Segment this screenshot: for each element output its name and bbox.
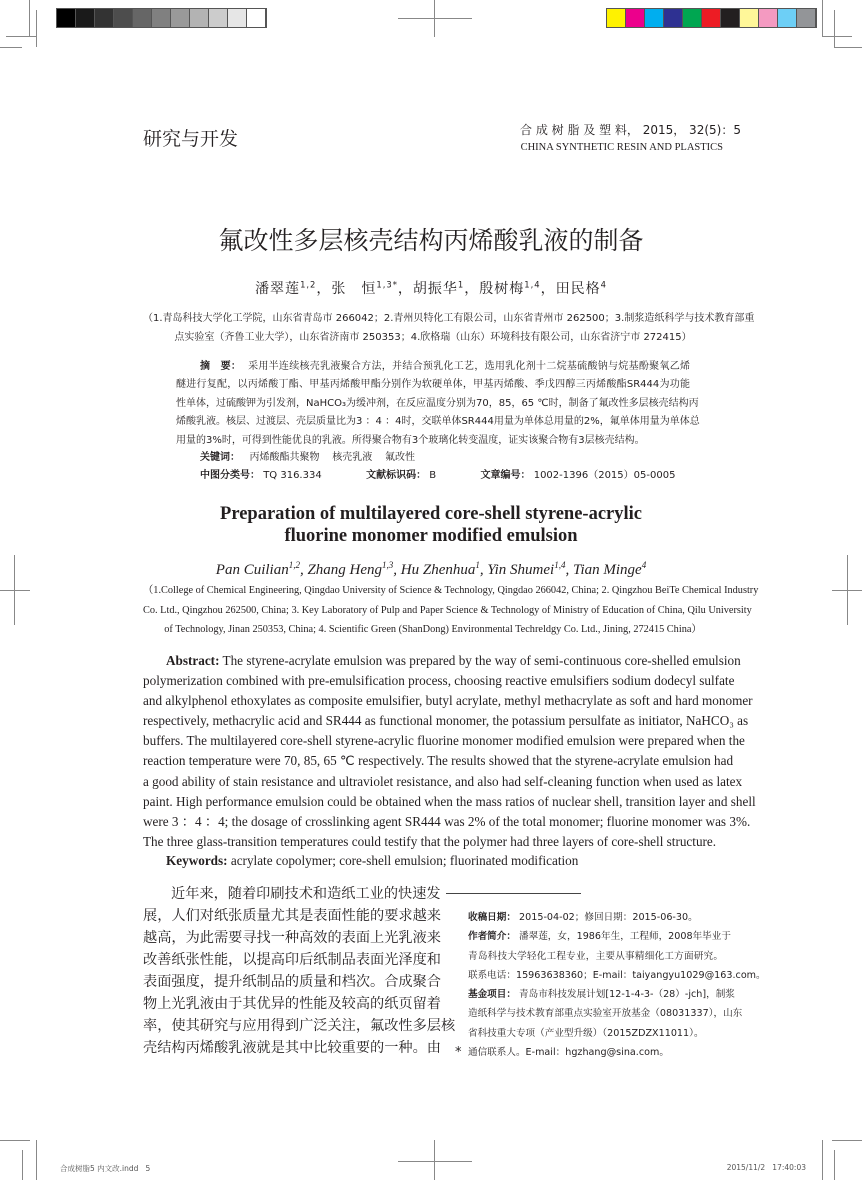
color-swatch: [778, 9, 796, 27]
author-bio-text: 青岛科技大学轻化工程专业，主要从事精细化工方面研究。: [468, 950, 723, 962]
affiliation-line: of Technology, Jinan 250353, China; 4. Scientific Green (ShanDong) Environmental Techreldgy Co. Ltd., Jining, 272415 China）: [164, 624, 702, 635]
crop-mark: [6, 36, 36, 37]
crop-mark: [22, 1150, 23, 1180]
keyword: 丙烯酸酯共聚物: [249, 452, 320, 463]
author-name: 张 恒: [331, 281, 377, 297]
body-line: 展，人们对纸张质量尤其是表面性能的要求越来: [143, 908, 441, 924]
abstract-line: [176, 395, 699, 413]
crop-mark: [0, 1140, 30, 1141]
abstract-text: and alkylphenol ethoxylates as composite emulsifier, butyl acrylate, methyl methacrylate as soft and hard monomer: [143, 693, 753, 709]
color-swatch: [797, 9, 815, 27]
funding-text: 青岛市科技发展计划[12-1-4-3-（28）-jch]，制浆: [519, 989, 735, 1001]
crop-mark: [832, 1140, 862, 1141]
abstract-line: [143, 751, 734, 771]
abstract-line: [176, 376, 690, 394]
abstract-line: [176, 413, 700, 431]
slug-timestamp: 2015/11/2 17:40:03: [726, 1163, 806, 1172]
abstract-line: [143, 691, 753, 711]
abstract-label: Abstract:: [166, 653, 220, 668]
abstract-text: 烯酸乳液。核层、过渡层、壳层质量比为3 ：4 ：4时，交联单体SR444用量为单体总用量的2%，氟单体用量为单体总: [176, 416, 700, 428]
paper-title-en: [0, 503, 862, 547]
footnotes: [455, 908, 766, 1062]
abstract-text: The styrene-acrylate emulsion was prepared by the way of semi-continuous core-shelled emulsion: [222, 653, 741, 668]
author-affiliation-sup: 1,2: [288, 560, 300, 570]
abstract-en: [143, 651, 756, 852]
color-swatch: [683, 9, 701, 27]
doc-code-label: 文献标识码：: [366, 470, 427, 481]
body-line: 改善纸张性能，以提高印后纸制品表面光泽度和: [143, 952, 441, 968]
color-swatch: [247, 9, 265, 27]
crop-mark: [36, 1140, 37, 1180]
section-heading: 研究与开发: [143, 128, 239, 150]
crop-mark: [822, 36, 852, 37]
registration-mark: [398, 18, 472, 19]
abstract-line: [143, 671, 735, 691]
crop-mark: [29, 0, 30, 37]
color-swatch: [114, 9, 132, 27]
abstract-text: 采用半连续核壳乳液聚合方法，并结合预乳化工艺，选用乳化剂十二烷基硫酸钠与烷基酚聚氧乙烯: [248, 361, 691, 372]
abstract-line: [143, 812, 751, 832]
keywords-text: acrylate copolymer; core-shell emulsion; fluorinated modification: [230, 853, 579, 868]
side-mark: [0, 590, 30, 591]
article-number: 1002-1396（2015）05-0005: [533, 470, 676, 481]
author-affiliation-sup: 4: [600, 279, 607, 290]
abstract-line: [143, 711, 749, 731]
keywords-label: 关键词：: [200, 452, 240, 463]
abstract-cn: [176, 358, 700, 450]
corresponding-text: 通信联系人。E-mail：hgzhang@sina.com。: [468, 1047, 669, 1059]
author-affiliation-sup: 1,3: [382, 560, 394, 570]
abstract-line: [176, 358, 690, 376]
keywords-label: Keywords:: [166, 853, 228, 868]
abstract-text: reaction temperature were 70, 85, 65 ℃ respectively. The results showed that the styrene-acrylate emulsion had: [143, 753, 734, 769]
corresponding-author: [455, 1043, 723, 1062]
registration-mark: [398, 1161, 472, 1162]
funding: [468, 985, 735, 1004]
author-name: 殷树梅: [479, 281, 525, 297]
abstract-label: 摘 要：: [200, 361, 242, 372]
abstract-text: 醚进行复配，以丙烯酸丁酯、甲基丙烯酸甲酯分别作为软硬单体，甲基丙烯酸、季戊四醇三丙烯酸酯SR444为功能: [176, 379, 690, 391]
body-line: 越高，为此需要寻找一种高效的表面上光乳液来: [143, 930, 441, 946]
body-line: 近年来，随着印刷技术和造纸工业的快速发: [171, 886, 441, 902]
journal-citation-cn: 合 成 树 脂 及 塑 料， 2015， 32(5)：5: [520, 123, 741, 137]
author-affiliation-sup: 4: [641, 560, 647, 570]
affiliation-line: （1.College of Chemical Engineering, Qingdao University of Science & Technology, Qingdao 266042, China; 2. Qingzhou BeiTe Chemical Industry: [143, 585, 759, 596]
affiliation-line: （1.青岛科技大学化工学院，山东省青岛市 266042；2.青州贝特化工有限公司，山东省青州市 262500；3.制浆造纸科学与技术教育部重: [143, 313, 755, 324]
article-number-label: 文章编号：: [480, 470, 531, 481]
funding-label: 基金项目：: [468, 989, 516, 1001]
abstract-text: were 3 ：4 ：4; the dosage of crosslinking agent SR444 was 2% of the total monomer; fluorine monomer was 3%.: [143, 813, 751, 829]
body-line: 表面强度，提升纸制品的质量和档次。合成聚合: [143, 974, 441, 990]
author-bio: [468, 927, 731, 946]
author-contact: 联系电话：15963638360；E-mail：taiyangyu1029@163.com。: [468, 969, 766, 981]
affiliation-line: 点实验室（齐鲁工业大学），山东省济南市 250353；4.欣格瑞（山东）环境科技有限公司，山东省济宁市 272415）: [174, 332, 692, 343]
doc-code: B: [429, 470, 437, 481]
author-affiliation-sup: 1: [457, 279, 465, 290]
registration-mark: [434, 1140, 435, 1180]
author-name: Pan Cuilian: [215, 562, 289, 578]
abstract-line: [143, 792, 756, 812]
keywords-en: [166, 853, 578, 869]
abstract-text: a good ability of stain resistance and ultraviolet resistance, and also had self-cleaning function when used as latex: [143, 773, 743, 789]
keyword: 核壳乳液: [332, 452, 373, 463]
affiliations-cn: [143, 309, 755, 347]
process-color-bar: [606, 8, 817, 28]
color-swatch: [626, 9, 644, 27]
author-name: Hu Zhenhua: [400, 562, 476, 578]
crop-mark: [0, 47, 22, 48]
author-name: 胡振华: [412, 281, 458, 297]
author-affiliation-sup: 1: [475, 560, 480, 570]
clc-label: 中图分类号：: [200, 470, 260, 481]
classification-line: [200, 469, 675, 483]
abstract-line: [176, 432, 690, 450]
crop-mark: [822, 0, 823, 37]
author-name: 田民格: [555, 281, 601, 297]
funding-text: 造纸科学与技术教育部重点实验室开放基金（08031337），山东: [468, 1008, 743, 1020]
title-line: fluorine monomer modified emulsion: [284, 526, 578, 546]
color-swatch: [171, 9, 189, 27]
body-line: 物上光乳液由于其优异的性能及较高的纸页留着: [143, 996, 441, 1012]
color-swatch: [95, 9, 113, 27]
abstract-text: buffers. The multilayered core-shell styrene-acrylic fluorine monomer modified emulsion were prepared when the: [143, 733, 745, 749]
abstract-text: respectively, methacrylic acid and SR444 as functional monomer, the potassium persulfate as initiator, NaHCO₃ as: [143, 713, 749, 729]
author-affiliation-sup: 1,2: [300, 279, 317, 290]
author-name: Zhang Heng: [307, 562, 383, 578]
color-swatch: [76, 9, 94, 27]
affiliation-line: Co. Ltd., Qingzhou 262500, China; 3. Key Laboratory of Pulp and Paper Science & Technology of Ministry of Education of China, Qilu University: [143, 604, 752, 616]
authors-en: Pan Cuilian$^{1,2}$, Zhang Heng$^{1,3}$, Hu Zhenhua$^1$, Yin Shumei$^{1,4}$, Tian Minge$^4$: [215, 560, 647, 578]
abstract-text: 性单体，过硫酸钾为引发剂，NaHCO₃为缓冲剂，在反应温度分别为70，85，65 ℃时，制备了氟改性多层核壳结构丙: [176, 397, 699, 409]
funding-text: 省科技重大专项（产业型升级）（2015ZDZX11011）。: [468, 1027, 704, 1039]
crop-mark: [834, 47, 862, 48]
authors-cn: 潘翠莲$^{1,2}$，张 恒$^{1,3*}$，胡振华$^1$，殷树梅$^{1,4}$，田民格$^4$: [255, 279, 607, 297]
affiliations-en: [143, 581, 759, 640]
color-swatch: [607, 9, 625, 27]
journal-name-en: CHINA SYNTHETIC RESIN AND PLASTICS: [520, 142, 723, 153]
color-swatch: [57, 9, 75, 27]
body-line: 率，使其研究与应用得到广泛关注，氟改性多层核: [143, 1018, 456, 1034]
author-affiliation-sup: 1,3*: [376, 279, 398, 290]
color-swatch: [190, 9, 208, 27]
keyword: 氟改性: [384, 452, 415, 463]
author-name: 潘翠莲: [255, 281, 301, 297]
abstract-line: [143, 772, 743, 792]
abstract-text: paint. High performance emulsion could be obtained when the mass ratios of nuclear shell, transition layer and shell: [143, 793, 756, 809]
abstract-text: polymerization combined with pre-emulsification process, choosing reactive emulsifiers sodium dodecyl sulfate: [143, 673, 735, 689]
crop-mark: [36, 10, 37, 47]
author-affiliation-sup: 1,4: [524, 279, 541, 290]
author-name: Yin Shumei: [487, 562, 555, 578]
crop-mark: [834, 1150, 835, 1180]
body-line: 壳结构丙烯酸乳液就是其中比较重要的一种。由: [143, 1040, 441, 1056]
received-date: [468, 908, 723, 927]
abstract-text: 用量的3%时，可得到性能优良的乳液。所得聚合物有3个玻璃化转变温度，证实该聚合物有3层核壳结构。: [176, 434, 645, 446]
color-swatch: [664, 9, 682, 27]
color-swatch: [133, 9, 151, 27]
author-bio-text: 潘翠莲，女，1986年生，工程师，2008年毕业于: [519, 931, 731, 943]
received-label: 收稿日期：: [468, 912, 516, 923]
author-affiliation-sup: 1,4: [554, 560, 566, 570]
color-swatch: [152, 9, 170, 27]
crop-mark: [834, 10, 835, 47]
abstract-line: [143, 651, 741, 671]
paper-title-cn: 氟改性多层核壳结构丙烯酸乳液的制备: [218, 226, 644, 255]
color-swatch: [209, 9, 227, 27]
asterisk: *: [455, 1045, 462, 1061]
clc-number: TQ 316.334: [263, 470, 322, 481]
keywords-cn: [200, 451, 415, 465]
title-line: Preparation of multilayered core-shell styrene-acrylic: [220, 504, 642, 524]
crop-mark: [822, 1140, 823, 1180]
color-swatch: [740, 9, 758, 27]
color-swatch: [759, 9, 777, 27]
color-swatch: [645, 9, 663, 27]
author-name: Tian Minge: [572, 562, 642, 578]
slug-filename: 合成树脂5 内文改.indd 5: [60, 1164, 151, 1173]
abstract-line: [143, 731, 745, 751]
footnote-rule: [446, 893, 581, 894]
body-text-column: [143, 883, 456, 1059]
color-swatch: [228, 9, 246, 27]
color-swatch: [702, 9, 720, 27]
color-swatch: [721, 9, 739, 27]
abstract-line: [143, 832, 723, 852]
abstract-text: The three glass-transition temperatures could testify that the polymer had three layers of core-shell structure.: [143, 833, 717, 849]
author-bio-label: 作者简介：: [468, 931, 516, 943]
grayscale-color-bar: [56, 8, 267, 28]
received-value: 2015-04-02；修回日期：2015-06-30。: [519, 912, 698, 923]
